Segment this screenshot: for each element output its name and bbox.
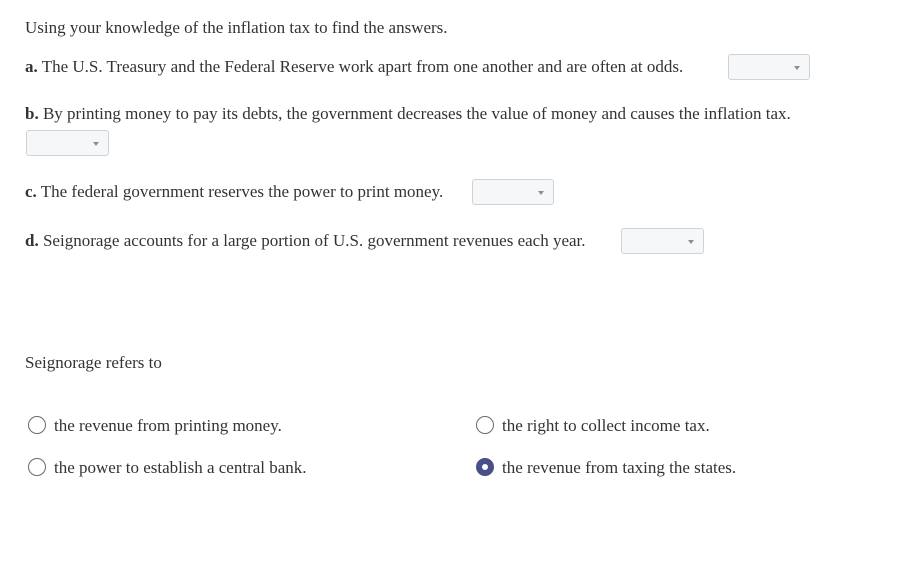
option-label: the revenue from printing money. [54, 416, 282, 435]
option-label: the revenue from taxing the states. [502, 458, 737, 477]
chevron-down-icon [688, 240, 694, 244]
statement-b-letter: b. [25, 104, 39, 123]
radio-button[interactable] [28, 458, 46, 476]
statement-d-letter: d. [25, 231, 39, 250]
chevron-down-icon [538, 191, 544, 195]
statement-a [25, 57, 683, 77]
statement-d [25, 231, 586, 251]
statement-b-text: By printing money to pay its debts, the government decreases the value of money and causes the inflation tax. [42, 104, 791, 123]
radio-button[interactable] [28, 416, 46, 434]
statement-d-dropdown[interactable] [621, 228, 704, 254]
option-label: the right to collect income tax. [502, 416, 710, 435]
option-label: the power to establish a central bank. [54, 458, 307, 477]
statement-c-letter: c. [25, 182, 37, 201]
statement-b-dropdown[interactable] [26, 130, 109, 156]
statement-c-dropdown[interactable] [472, 179, 554, 205]
instructions-text: Using your knowledge of the inflation tax to find the answers. [25, 18, 448, 37]
radio-button[interactable] [476, 416, 494, 434]
statement-c-text: The federal government reserves the power to print money. [40, 182, 444, 201]
statement-a-letter: a. [25, 57, 38, 76]
radio-button-selected[interactable] [476, 458, 494, 476]
chevron-down-icon [93, 142, 99, 146]
statement-a-text: The U.S. Treasury and the Federal Reserve work apart from one another and are often at odds. [41, 57, 684, 76]
question-text: Seignorage refers to [25, 353, 162, 372]
statement-d-text: Seignorage accounts for a large portion of U.S. government revenues each year. [42, 231, 586, 250]
statement-c [25, 182, 443, 202]
statement-a-dropdown[interactable] [728, 54, 810, 80]
chevron-down-icon [794, 66, 800, 70]
statement-b [25, 104, 791, 124]
